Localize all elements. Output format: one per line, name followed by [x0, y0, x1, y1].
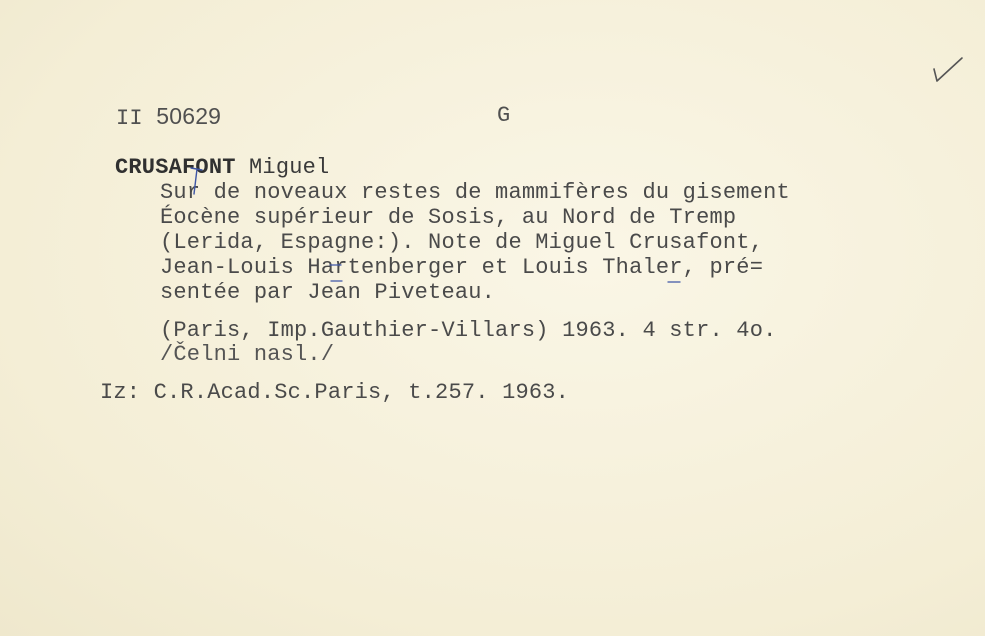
pen-underline-mark	[328, 263, 346, 287]
classification-letter: G	[497, 103, 511, 128]
title-line: Sur de noveaux restes de mammifères du gisement	[160, 180, 790, 205]
pen-correction-mark	[188, 164, 206, 198]
title-line: (Lerida, Espagne:). Note de Miguel Crusafont,	[160, 230, 764, 255]
call-number-digits: 50629	[156, 103, 222, 129]
author-given-name: Miguel	[249, 155, 330, 180]
title-line: Jean-Louis Hartenberger et Louis Thaler, pré=	[160, 255, 764, 280]
call-number	[116, 103, 221, 132]
author-surname: CRUSAFONT	[115, 155, 236, 180]
call-number-prefix: II	[116, 106, 143, 131]
imprint-line: (Paris, Imp.Gauthier-Villars) 1963. 4 str. 4o.	[160, 318, 777, 343]
source-line: Iz: C.R.Acad.Sc.Paris, t.257. 1963.	[100, 380, 570, 405]
title-note-line: /Čelni nasl./	[160, 342, 335, 367]
title-line: sentée par Jean Piveteau.	[160, 280, 496, 305]
checkmark-icon	[928, 55, 968, 85]
title-line: Éocène supérieur de Sosis, au Nord de Tremp	[160, 205, 737, 230]
pen-underline-mark	[666, 263, 684, 287]
author-heading	[115, 155, 329, 181]
